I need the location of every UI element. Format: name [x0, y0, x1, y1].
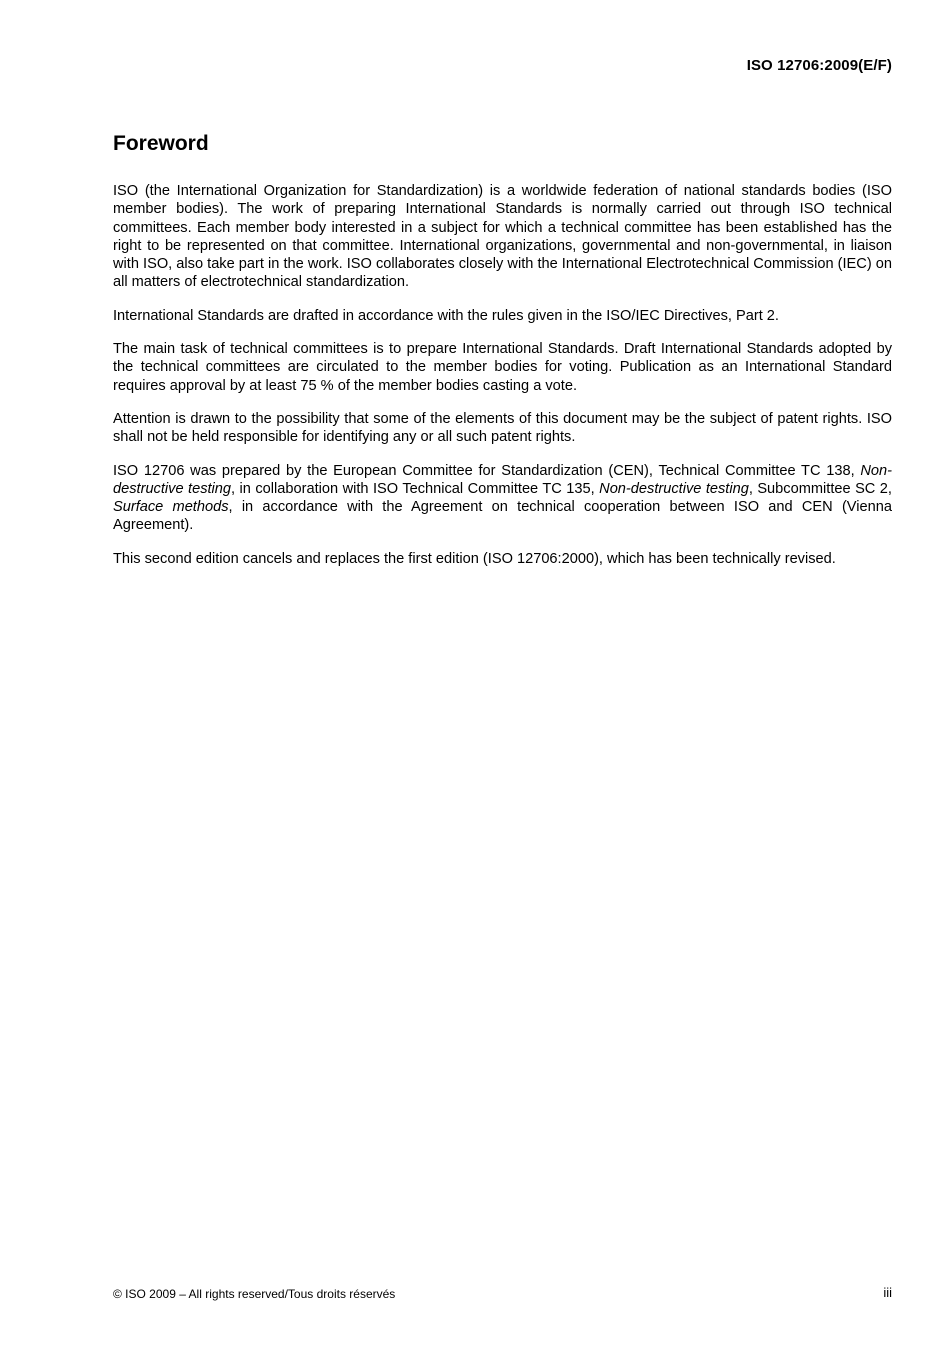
paragraph-iso-intro: ISO (the International Organization for Standardization) is a worldwide federation of national standards bodies (ISO member bodies). The work of preparing International Standards is normally carried out through ISO technical committees. Each member body interested in a subject for which a technical committee has been established has the right to be represented on that committee. International organizations, governmental and non-governmental, in liaison with ISO, also take part in the work. ISO collaborates closely with the International Electrotechnical Commission (IEC) on all matters of electrotechnical standardization.	[113, 183, 892, 291]
preparation-text-2: , in collaboration with ISO Technical Committee TC 135,	[231, 480, 600, 497]
paragraph-drafting-rules: International Standards are drafted in accordance with the rules given in the ISO/IEC Directives, Part 2.	[113, 307, 779, 324]
subcommittee-name-italic: Surface methods	[113, 499, 229, 516]
preparation-text-3: , Subcommittee SC 2,	[748, 480, 892, 497]
paragraph-committee-task: The main task of technical committees is to prepare International Standards. Draft International Standards adopted by the technical committees are circulated to the member bodies for voting. Publication as an International Standard requires approval by at least 75 % of the member bodies casting a vote.	[113, 341, 892, 394]
preparation-text-1: ISO 12706 was prepared by the European Committee for Standardization (CEN), Technical Committee TC 138,	[113, 462, 861, 479]
page-title: Foreword	[113, 132, 209, 155]
committee-name-italic-2: Non-destructive testing	[599, 480, 749, 497]
foreword-body	[113, 182, 892, 583]
paragraph-preparation	[113, 462, 892, 535]
paragraph-edition: This second edition cancels and replaces the first edition (ISO 12706:2000), which has been technically revised.	[113, 550, 836, 567]
committee-name-italic: Non-destructive testing	[113, 462, 892, 497]
page-number: iii	[883, 1285, 892, 1300]
preparation-text-4: , in accordance with the Agreement on technical cooperation between ISO and CEN (Vienna Agreement).	[113, 499, 892, 534]
copyright-notice: © ISO 2009 – All rights reserved/Tous droits réservés	[113, 1287, 396, 1301]
document-id: ISO 12706:2009(E/F)	[746, 57, 892, 74]
paragraph-patent-rights: Attention is drawn to the possibility that some of the elements of this document may be the subject of patent rights. ISO shall not be held responsible for identifying any or all such patent rights.	[113, 410, 892, 446]
